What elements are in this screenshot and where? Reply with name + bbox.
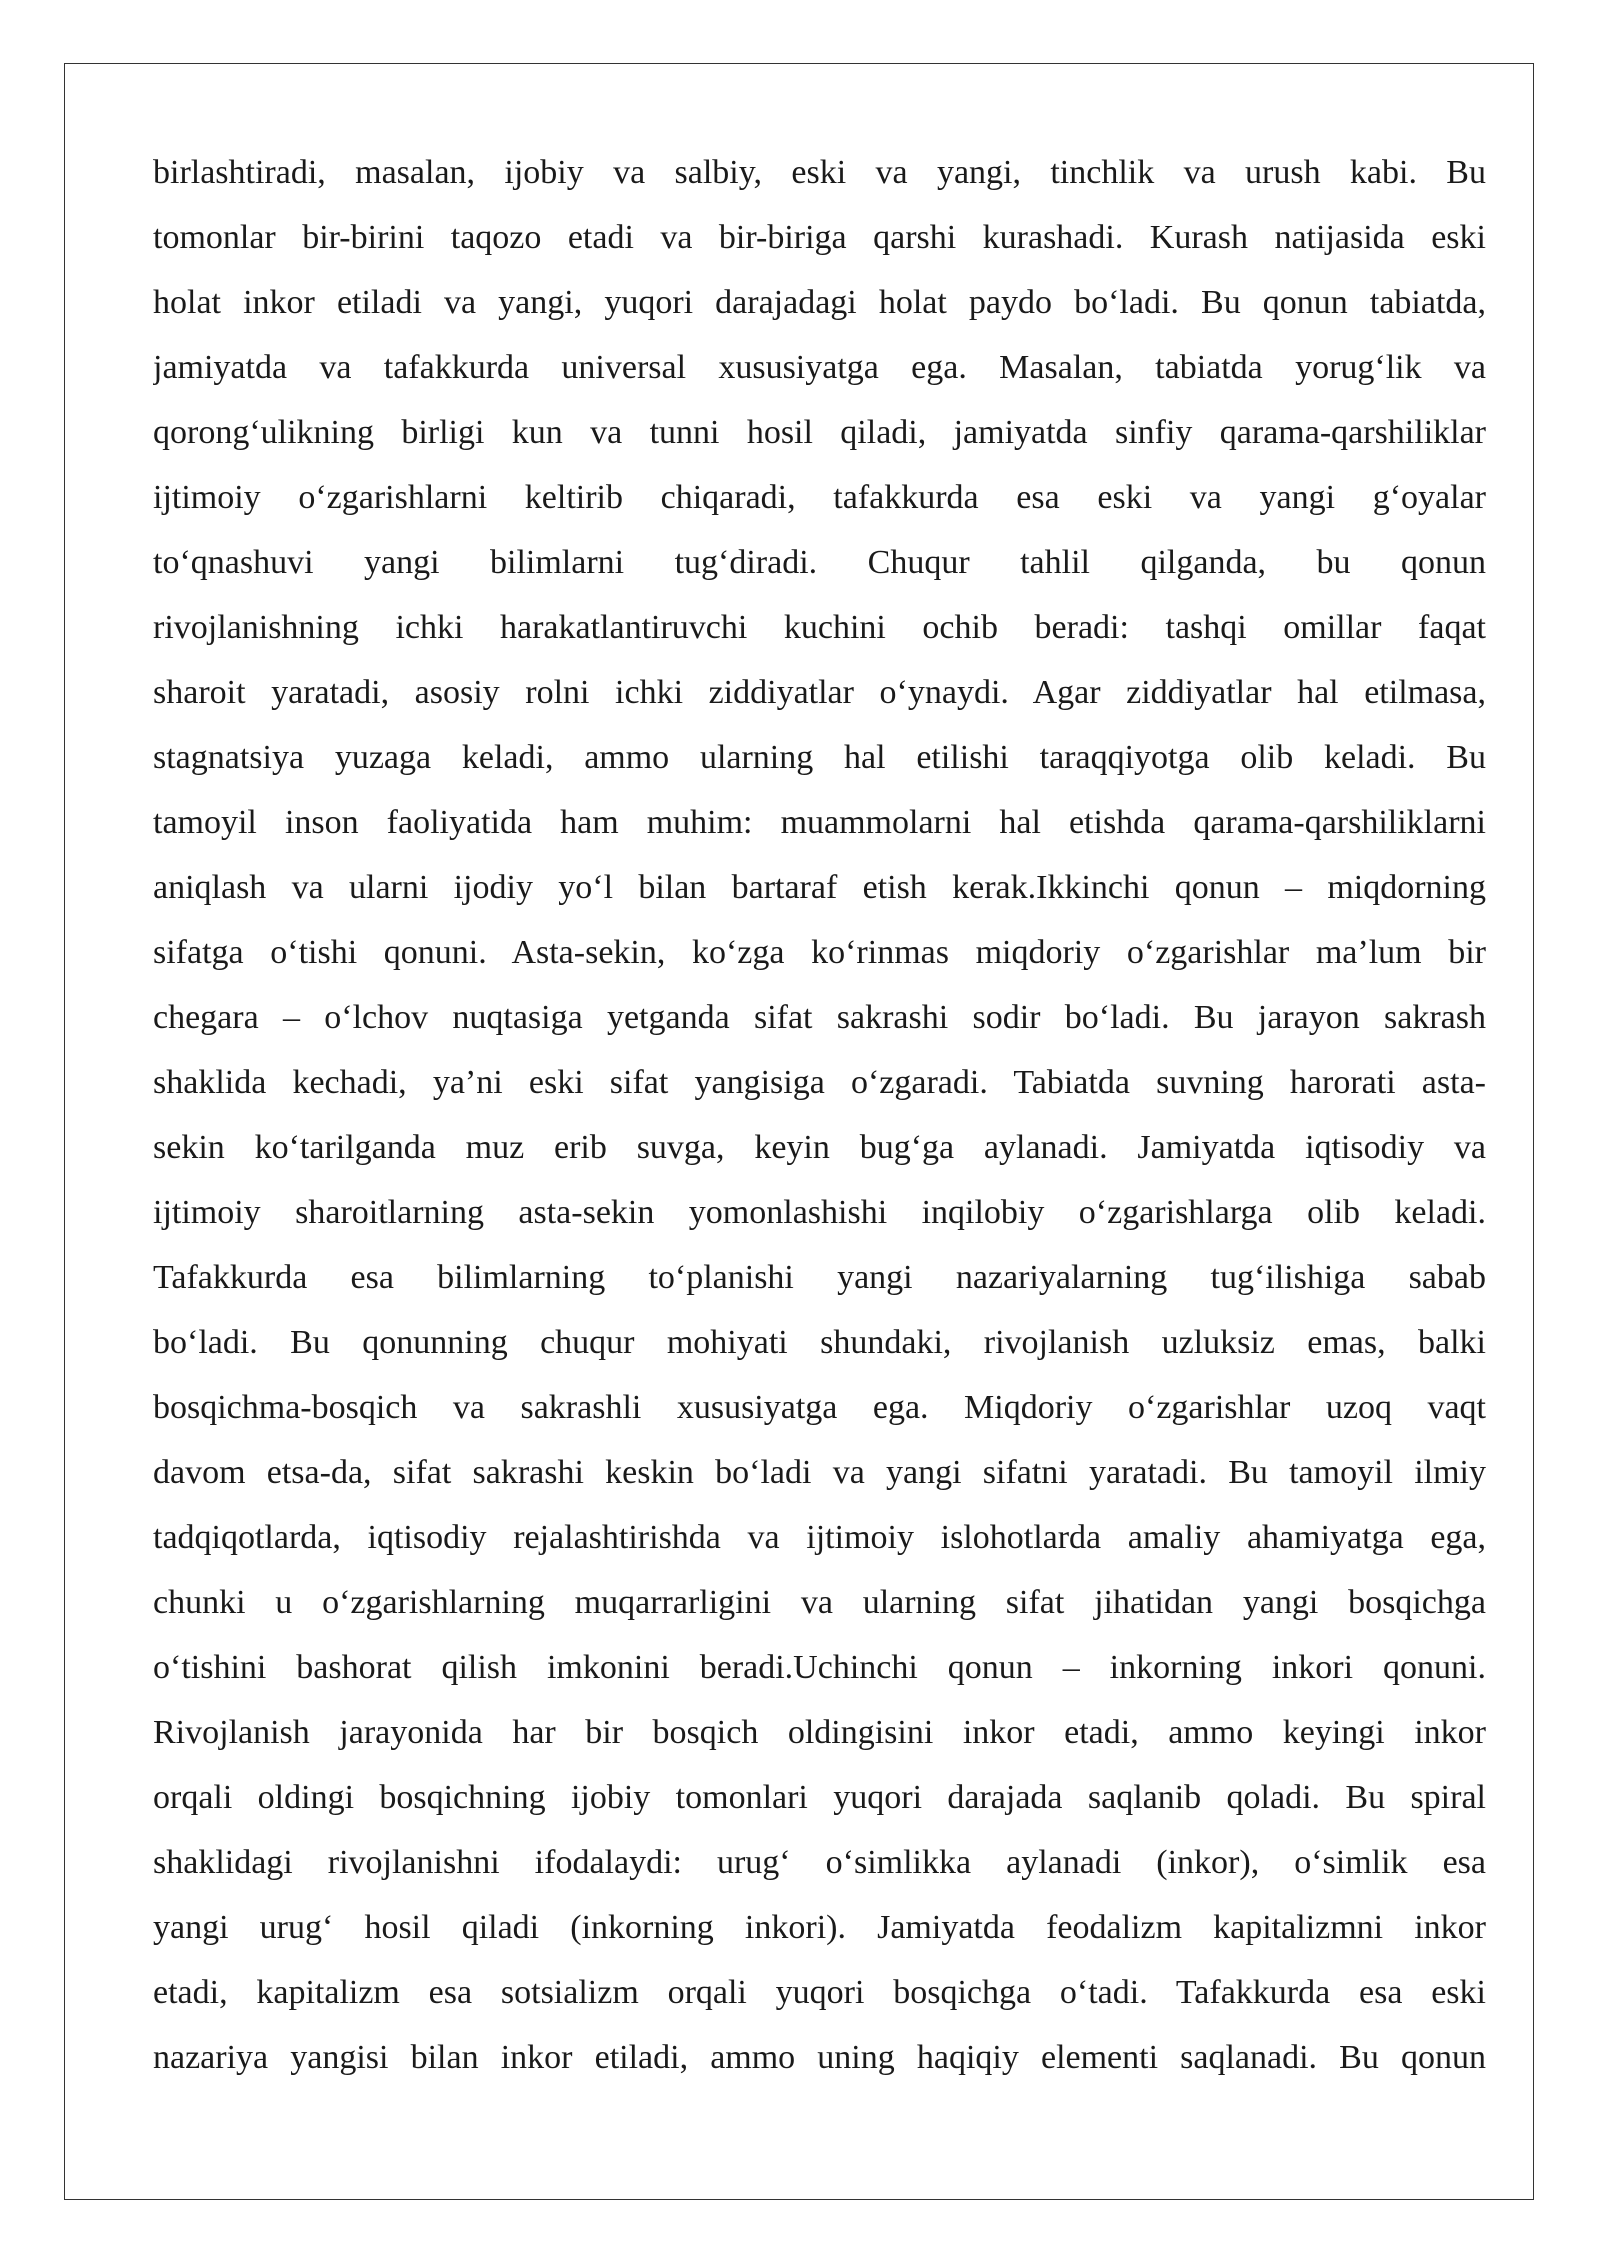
text-line: ijtimoiy o‘zgarishlarni keltirib chiqaradi, tafakkurda esa eski va yangi g‘oyalar xyxy=(153,479,1486,516)
text-line: bo‘ladi. Bu qonunning chuqur mohiyati shundaki, rivojlanish uzluksiz emas, balki xyxy=(153,1324,1486,1361)
text-line: stagnatsiya yuzaga keladi, ammo ularning hal etilishi taraqqiyotga olib keladi. Bu xyxy=(153,739,1486,776)
text-line: o‘tishini bashorat qilish imkonini beradi.Uchinchi qonun – inkorning inkori qonuni. xyxy=(153,1649,1486,1686)
text-line: orqali oldingi bosqichning ijobiy tomonlari yuqori darajada saqlanib qoladi. Bu spiral xyxy=(153,1779,1486,1816)
text-line: Tafakkurda esa bilimlarning to‘planishi yangi nazariyalarning tug‘ilishiga sabab xyxy=(153,1259,1486,1296)
text-line: davom etsa-da, sifat sakrashi keskin bo‘ladi va yangi sifatni yaratadi. Bu tamoyil ilmiy xyxy=(153,1454,1486,1491)
text-line: shaklida kechadi, ya’ni eski sifat yangisiga o‘zgaradi. Tabiatda suvning harorati asta- xyxy=(153,1064,1486,1101)
text-line: sifatga o‘tishi qonuni. Asta-sekin, ko‘zga ko‘rinmas miqdoriy o‘zgarishlar ma’lum bir xyxy=(153,934,1486,971)
text-line: chunki u o‘zgarishlarning muqarrarligini va ularning sifat jihatidan yangi bosqichga xyxy=(153,1584,1486,1621)
text-line: nazariya yangisi bilan inkor etiladi, ammo uning haqiqiy elementi saqlanadi. Bu qonun xyxy=(153,2039,1486,2076)
text-line: holat inkor etiladi va yangi, yuqori darajadagi holat paydo bo‘ladi. Bu qonun tabiatda, xyxy=(153,284,1486,321)
text-line: tamoyil inson faoliyatida ham muhim: muammolarni hal etishda qarama-qarshiliklarni xyxy=(153,804,1486,841)
text-line: bosqichma-bosqich va sakrashli xususiyatga ega. Miqdoriy o‘zgarishlar uzoq vaqt xyxy=(153,1389,1486,1426)
text-line: qorong‘ulikning birligi kun va tunni hosil qiladi, jamiyatda sinfiy qarama-qarshiliklar xyxy=(153,414,1486,451)
text-line: yangi urug‘ hosil qiladi (inkorning inkori). Jamiyatda feodalizm kapitalizmni inkor xyxy=(153,1909,1486,1946)
text-line: chegara – o‘lchov nuqtasiga yetganda sifat sakrashi sodir bo‘ladi. Bu jarayon sakrash xyxy=(153,999,1486,1036)
text-line: tadqiqotlarda, iqtisodiy rejalashtirishda va ijtimoiy islohotlarda amaliy ahamiyatga ega, xyxy=(153,1519,1486,1556)
document-body-text xyxy=(153,140,1486,2090)
text-line: aniqlash va ularni ijodiy yo‘l bilan bartaraf etish kerak.Ikkinchi qonun – miqdorning xyxy=(153,869,1486,906)
text-line: tomonlar bir-birini taqozo etadi va bir-biriga qarshi kurashadi. Kurash natijasida eski xyxy=(153,219,1486,256)
text-line: ijtimoiy sharoitlarning asta-sekin yomonlashishi inqilobiy o‘zgarishlarga olib keladi. xyxy=(153,1194,1486,1231)
text-line: rivojlanishning ichki harakatlantiruvchi kuchini ochib beradi: tashqi omillar faqat xyxy=(153,609,1486,646)
text-line: Rivojlanish jarayonida har bir bosqich oldingisini inkor etadi, ammo keyingi inkor xyxy=(153,1714,1486,1751)
text-line: to‘qnashuvi yangi bilimlarni tug‘diradi. Chuqur tahlil qilganda, bu qonun xyxy=(153,544,1486,581)
text-line: sharoit yaratadi, asosiy rolni ichki ziddiyatlar o‘ynaydi. Agar ziddiyatlar hal etilmasa, xyxy=(153,674,1486,711)
text-line: shaklidagi rivojlanishni ifodalaydi: urug‘ o‘simlikka aylanadi (inkor), o‘simlik esa xyxy=(153,1844,1486,1881)
text-line: sekin ko‘tarilganda muz erib suvga, keyin bug‘ga aylanadi. Jamiyatda iqtisodiy va xyxy=(153,1129,1486,1166)
text-line: jamiyatda va tafakkurda universal xususiyatga ega. Masalan, tabiatda yorug‘lik va xyxy=(153,349,1486,386)
text-line: birlashtiradi, masalan, ijobiy va salbiy, eski va yangi, tinchlik va urush kabi. Bu xyxy=(153,154,1486,191)
text-line: etadi, kapitalizm esa sotsializm orqali yuqori bosqichga o‘tadi. Tafakkurda esa eski xyxy=(153,1974,1486,2011)
